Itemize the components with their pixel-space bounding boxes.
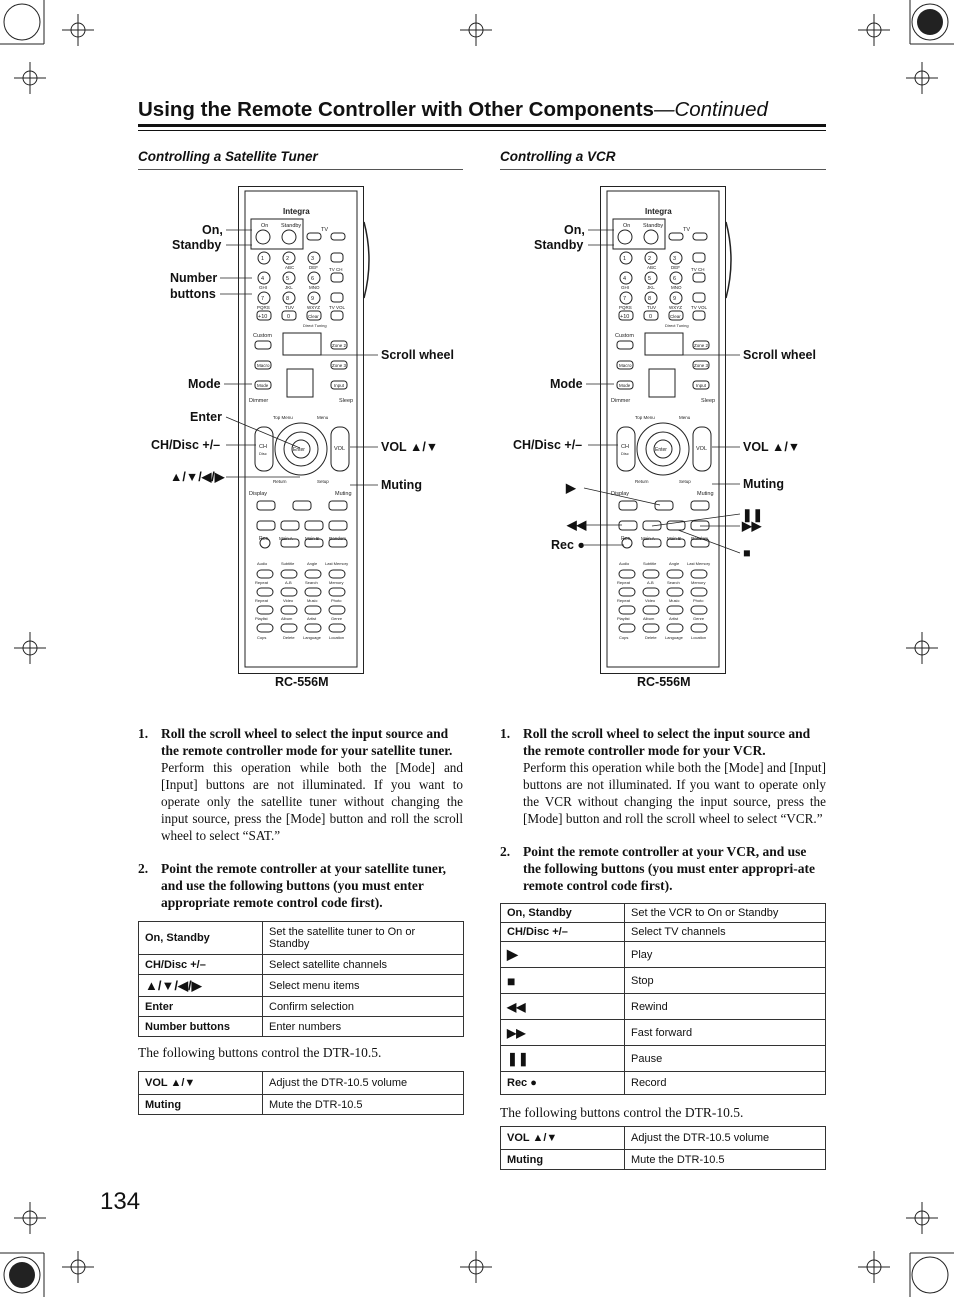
svg-text:5: 5 bbox=[286, 276, 290, 282]
svg-text:Random: Random bbox=[691, 536, 709, 541]
svg-text:Enter: Enter bbox=[293, 447, 305, 453]
svg-text:9: 9 bbox=[311, 296, 315, 302]
svg-text:Sleep: Sleep bbox=[701, 398, 716, 404]
label-mode: Mode bbox=[550, 377, 583, 391]
left-step-2: 2. Point the remote controller at your satellite tuner, and use the following buttons (you must enter appropriate remote control code first). bbox=[138, 861, 446, 910]
svg-text:Last Memory: Last Memory bbox=[687, 561, 711, 566]
svg-text:Custom: Custom bbox=[253, 333, 272, 339]
svg-text:Main A: Main A bbox=[279, 536, 293, 541]
svg-text:Macro: Macro bbox=[619, 363, 632, 368]
svg-text:CH: CH bbox=[259, 444, 267, 450]
svg-text:On: On bbox=[261, 223, 269, 229]
svg-text:Mode: Mode bbox=[619, 383, 631, 388]
label-ch-disc: CH/Disc +/– bbox=[151, 438, 221, 452]
svg-text:8: 8 bbox=[286, 296, 290, 302]
svg-text:Setup: Setup bbox=[679, 479, 691, 484]
svg-text:7: 7 bbox=[261, 296, 265, 302]
svg-text:Setup: Setup bbox=[317, 479, 329, 484]
label-vol: VOL ▲/▼ bbox=[381, 440, 439, 454]
svg-text:Disc: Disc bbox=[259, 451, 267, 456]
svg-text:Muting: Muting bbox=[697, 491, 714, 497]
svg-text:Delete: Delete bbox=[283, 635, 295, 640]
svg-text:Direct Tuning: Direct Tuning bbox=[665, 323, 689, 328]
svg-text:VOL: VOL bbox=[334, 446, 346, 452]
svg-text:Display: Display bbox=[249, 491, 268, 497]
svg-text:Repeat: Repeat bbox=[255, 598, 268, 603]
svg-text:Input: Input bbox=[696, 383, 707, 388]
svg-text:4: 4 bbox=[623, 276, 627, 282]
svg-text:Display: Display bbox=[611, 491, 630, 497]
label-rec: Rec ● bbox=[551, 538, 585, 552]
left-note: The following buttons control the DTR-10.5. bbox=[138, 1045, 382, 1060]
label-buttons: buttons bbox=[170, 287, 216, 301]
svg-text:Memory: Memory bbox=[329, 580, 344, 585]
svg-text:0: 0 bbox=[287, 314, 291, 320]
label-enter: Enter bbox=[190, 410, 222, 424]
svg-text:Input: Input bbox=[334, 383, 345, 388]
right-table: On, Standby Set the VCR to On or Standby CH/Disc +/– Select TV channels ▶ Play ■ Stop ◀◀ Rewind ▶▶ Fast forward ❚❚ Pause Rec ● Record bbox=[500, 903, 826, 1095]
svg-text:Rec: Rec bbox=[621, 536, 630, 542]
svg-text:Zone 2: Zone 2 bbox=[694, 343, 709, 348]
svg-text:Dimmer: Dimmer bbox=[611, 398, 631, 404]
left-step-1: 1. Roll the scroll wheel to select the input source and the remote controller mode for your satellite tuner. Perform this operation while both the [Mode] and [Input] buttons are not illuminated. If you want to operate only the satellite tuner without changing the input source, press the [Mode] button and roll the scroll wheel to select “SAT.” bbox=[138, 726, 463, 843]
label-on: On, bbox=[564, 223, 585, 237]
svg-text:Mode: Mode bbox=[257, 383, 269, 388]
svg-text:3: 3 bbox=[673, 256, 677, 262]
svg-text:Cops: Cops bbox=[257, 635, 267, 640]
svg-text:TV: TV bbox=[321, 227, 329, 233]
svg-text:Photo: Photo bbox=[693, 598, 704, 603]
svg-text:Album: Album bbox=[643, 616, 655, 621]
label-vol: VOL ▲/▼ bbox=[743, 440, 801, 454]
svg-text:7: 7 bbox=[623, 296, 627, 302]
svg-text:VOL: VOL bbox=[696, 446, 708, 452]
svg-text:Last Memory: Last Memory bbox=[325, 561, 349, 566]
svg-text:6: 6 bbox=[673, 276, 677, 282]
svg-text:1: 1 bbox=[261, 256, 265, 262]
svg-text:Search: Search bbox=[305, 580, 318, 585]
svg-text:Disc: Disc bbox=[621, 451, 629, 456]
svg-text:TV: TV bbox=[683, 227, 691, 233]
label-rewind: ◀◀ bbox=[567, 518, 587, 532]
svg-text:Music: Music bbox=[669, 598, 680, 603]
svg-text:Return: Return bbox=[635, 479, 649, 484]
svg-text:Genre: Genre bbox=[693, 616, 705, 621]
svg-text:TV VOL: TV VOL bbox=[691, 305, 708, 310]
svg-text:TV CH: TV CH bbox=[691, 267, 705, 272]
svg-text:4: 4 bbox=[261, 276, 265, 282]
svg-text:Cops: Cops bbox=[619, 635, 629, 640]
svg-text:Return: Return bbox=[273, 479, 287, 484]
svg-text:6: 6 bbox=[311, 276, 315, 282]
svg-text:Rec: Rec bbox=[259, 536, 268, 542]
svg-text:Playlist: Playlist bbox=[255, 616, 268, 621]
svg-text:Main A: Main A bbox=[641, 536, 655, 541]
svg-text:Angle: Angle bbox=[669, 561, 680, 566]
svg-text:Angle: Angle bbox=[307, 561, 318, 566]
svg-text:Menu: Menu bbox=[317, 415, 329, 420]
label-mode: Mode bbox=[188, 377, 221, 391]
left-section-heading: Controlling a Satellite Tuner bbox=[138, 149, 318, 164]
svg-text:Direct Tuning: Direct Tuning bbox=[303, 323, 327, 328]
label-arrows: ▲/▼/◀/▶ bbox=[170, 470, 225, 484]
svg-text:5: 5 bbox=[648, 276, 652, 282]
label-play: ▶ bbox=[566, 481, 576, 495]
svg-text:CH: CH bbox=[621, 444, 629, 450]
svg-text:Standby: Standby bbox=[281, 223, 302, 229]
svg-text:Audio: Audio bbox=[619, 561, 630, 566]
svg-text:Language: Language bbox=[665, 635, 683, 640]
svg-text:Standby: Standby bbox=[643, 223, 664, 229]
svg-text:PQRS: PQRS bbox=[257, 305, 270, 310]
svg-text:GHI: GHI bbox=[621, 285, 630, 290]
svg-text:Zone 3: Zone 3 bbox=[694, 363, 709, 368]
remote-model-right: RC-556M bbox=[637, 675, 691, 689]
svg-text:DEF: DEF bbox=[671, 265, 680, 270]
svg-text:Custom: Custom bbox=[615, 333, 634, 339]
svg-text:Genre: Genre bbox=[331, 616, 343, 621]
right-section-heading: Controlling a VCR bbox=[500, 149, 616, 164]
label-on: On, bbox=[202, 223, 223, 237]
svg-text:Audio: Audio bbox=[257, 561, 268, 566]
svg-text:JKL: JKL bbox=[285, 285, 293, 290]
svg-text:Photo: Photo bbox=[331, 598, 342, 603]
svg-text:Memory: Memory bbox=[691, 580, 706, 585]
svg-text:A-B: A-B bbox=[647, 580, 654, 585]
svg-text:TUV: TUV bbox=[285, 305, 294, 310]
right-note: The following buttons control the DTR-10.5. bbox=[500, 1105, 744, 1120]
svg-text:Artist: Artist bbox=[307, 616, 317, 621]
svg-text:A-B: A-B bbox=[285, 580, 292, 585]
svg-text:WXYZ: WXYZ bbox=[307, 305, 320, 310]
svg-text:Video: Video bbox=[645, 598, 656, 603]
svg-text:Menu: Menu bbox=[679, 415, 691, 420]
svg-text:Main B: Main B bbox=[305, 536, 320, 541]
svg-text:TV CH: TV CH bbox=[329, 267, 343, 272]
svg-text:GHI: GHI bbox=[259, 285, 268, 290]
svg-text:Top Menu: Top Menu bbox=[635, 415, 655, 420]
label-muting: Muting bbox=[743, 477, 784, 491]
svg-text:MNO: MNO bbox=[671, 285, 682, 290]
svg-text:3: 3 bbox=[311, 256, 315, 262]
svg-text:Top Menu: Top Menu bbox=[273, 415, 293, 420]
brand-logo: Integra bbox=[645, 207, 672, 216]
label-stop: ■ bbox=[743, 546, 751, 560]
svg-text:TV VOL: TV VOL bbox=[329, 305, 346, 310]
svg-text:Video: Video bbox=[283, 598, 294, 603]
label-muting: Muting bbox=[381, 478, 422, 492]
svg-text:Zone 2: Zone 2 bbox=[332, 343, 347, 348]
svg-text:Artist: Artist bbox=[669, 616, 679, 621]
svg-text:Zone 3: Zone 3 bbox=[332, 363, 347, 368]
label-pause: ❚❚ bbox=[742, 508, 763, 522]
svg-text:TUV: TUV bbox=[647, 305, 656, 310]
svg-text:Repeat: Repeat bbox=[617, 598, 630, 603]
svg-text:Macro: Macro bbox=[257, 363, 270, 368]
svg-text:Playlist: Playlist bbox=[617, 616, 630, 621]
page-number: 134 bbox=[100, 1188, 141, 1215]
svg-text:Search: Search bbox=[667, 580, 680, 585]
svg-text:Delete: Delete bbox=[645, 635, 657, 640]
svg-text:Music: Music bbox=[307, 598, 318, 603]
label-standby: Standby bbox=[534, 238, 584, 252]
svg-text:Repeat: Repeat bbox=[617, 580, 630, 585]
svg-text:On: On bbox=[623, 223, 631, 229]
svg-text:Enter: Enter bbox=[655, 447, 667, 453]
svg-text:Location: Location bbox=[329, 635, 345, 640]
remote-model-left: RC-556M bbox=[275, 675, 329, 689]
svg-text:Language: Language bbox=[303, 635, 321, 640]
svg-text:0: 0 bbox=[649, 314, 653, 320]
label-ff: ▶▶ bbox=[742, 519, 762, 533]
svg-text:Muting: Muting bbox=[335, 491, 352, 497]
svg-text:9: 9 bbox=[673, 296, 677, 302]
svg-text:WXYZ: WXYZ bbox=[669, 305, 682, 310]
svg-text:ABC: ABC bbox=[647, 265, 657, 270]
svg-text:Random: Random bbox=[329, 536, 347, 541]
svg-text:ABC: ABC bbox=[285, 265, 295, 270]
svg-text:+10: +10 bbox=[258, 314, 268, 320]
svg-text:8: 8 bbox=[648, 296, 652, 302]
left-table-dtr: VOL ▲/▼ Adjust the DTR-10.5 volume Muting Mute the DTR-10.5 bbox=[138, 1071, 464, 1115]
label-scroll-wheel: Scroll wheel bbox=[743, 348, 816, 362]
svg-text:+10: +10 bbox=[620, 314, 630, 320]
page-title: Using the Remote Controller with Other Components—Continued bbox=[138, 98, 768, 121]
label-scroll-wheel: Scroll wheel bbox=[381, 348, 454, 362]
svg-text:Subtitle: Subtitle bbox=[643, 561, 657, 566]
svg-text:Clear: Clear bbox=[670, 314, 681, 319]
svg-text:JKL: JKL bbox=[647, 285, 655, 290]
right-table-dtr: VOL ▲/▼ Adjust the DTR-10.5 volume Muting Mute the DTR-10.5 bbox=[500, 1126, 826, 1170]
brand-logo: Integra bbox=[283, 207, 310, 216]
right-step-1: 1. Roll the scroll wheel to select the input source and the remote controller mode for your VCR. Perform this operation while both the [Mode] and [Input] buttons are not illuminated. If you want to operate only the VCR without changing the input source, press the [Mode] button and roll the scroll wheel to select “VCR.” bbox=[500, 726, 826, 826]
svg-text:Sleep: Sleep bbox=[339, 398, 354, 404]
svg-text:Location: Location bbox=[691, 635, 707, 640]
svg-text:Album: Album bbox=[281, 616, 293, 621]
svg-text:Repeat: Repeat bbox=[255, 580, 268, 585]
svg-text:Clear: Clear bbox=[308, 314, 319, 319]
label-number: Number bbox=[170, 271, 218, 285]
svg-text:2: 2 bbox=[286, 256, 290, 262]
svg-text:1: 1 bbox=[623, 256, 627, 262]
left-table: On, Standby Set the satellite tuner to On or Standby CH/Disc +/– Select satellite channels ▲/▼/◀/▶ Select menu items Enter Confirm selection Number buttons Enter numbers bbox=[138, 921, 464, 1037]
svg-text:Subtitle: Subtitle bbox=[281, 561, 295, 566]
svg-text:Dimmer: Dimmer bbox=[249, 398, 269, 404]
svg-text:MNO: MNO bbox=[309, 285, 320, 290]
svg-text:DEF: DEF bbox=[309, 265, 318, 270]
label-standby: Standby bbox=[172, 238, 222, 252]
svg-text:PQRS: PQRS bbox=[619, 305, 632, 310]
label-ch-disc: CH/Disc +/– bbox=[513, 438, 583, 452]
svg-text:Main B: Main B bbox=[667, 536, 682, 541]
right-step-2: 2. Point the remote controller at your VCR, and use the following buttons (you must enter appropri-ate remote control code first). bbox=[500, 844, 816, 893]
svg-text:2: 2 bbox=[648, 256, 652, 262]
